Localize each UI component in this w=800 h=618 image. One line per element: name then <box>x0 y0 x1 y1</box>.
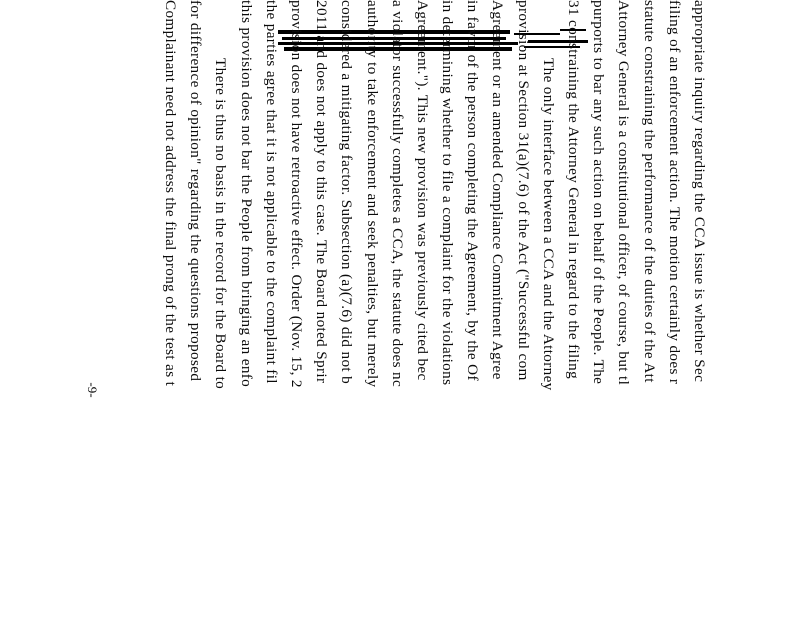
text-line: filing of an enforcement action. The motion certainly does r <box>665 0 683 385</box>
text-line: for difference of opinion" regarding the questions proposed <box>187 0 205 382</box>
text-line: 31 constraining the Attorney General in regard to the filing <box>565 0 583 380</box>
text-line: Attorney General is a constitutional officer, of course, but tl <box>615 0 633 386</box>
text-line: provision at Section 31(a)(7.6) of the Act ("Successful com <box>514 0 532 381</box>
text-line: purports to bar any such action on behalf of the People. The <box>590 0 608 385</box>
text-line: There is thus no basis in the record for the Board to <box>212 58 230 390</box>
page-number: -9- <box>85 382 100 398</box>
text-line: The only interface between a CCA and the Attorney <box>539 58 557 391</box>
text-line: 2011 and does not apply to this case. The Board noted Sprir <box>313 0 331 384</box>
text-line: this provision does not bar the People from bringing an enfo <box>237 0 255 388</box>
text-line: Complainant need not address the final prong of the test as t <box>162 0 180 387</box>
text-line: Agreement."). This new provision was previously cited bec <box>413 0 431 381</box>
rotated-text-block <box>85 0 712 618</box>
text-line: authority to take enforcement and seek penalties, but merely <box>363 0 381 388</box>
text-line: in determining whether to file a complaint for the violations <box>439 0 457 386</box>
text-line: in favor of the person completing the Agreement, by the Of <box>464 0 482 381</box>
text-line: considered a mitigating factor. Subsection (a)(7.6) did not b <box>338 0 356 385</box>
text-line: Agreement or an amended Compliance Commitment Agree <box>489 0 507 380</box>
text-line: the parties agree that it is not applicable to the complaint fil <box>262 0 280 384</box>
text-line: appropriate inquiry regarding the CCA issue is whether Sec <box>691 0 708 383</box>
text-line: statute constraining the performance of the duties of the Att <box>640 0 658 383</box>
text-line: provision does not have retroactive effect. Order (Nov. 15, 2 <box>288 0 305 388</box>
text-line: a violator successfully completes a CCA, the statute does nc <box>388 0 406 388</box>
